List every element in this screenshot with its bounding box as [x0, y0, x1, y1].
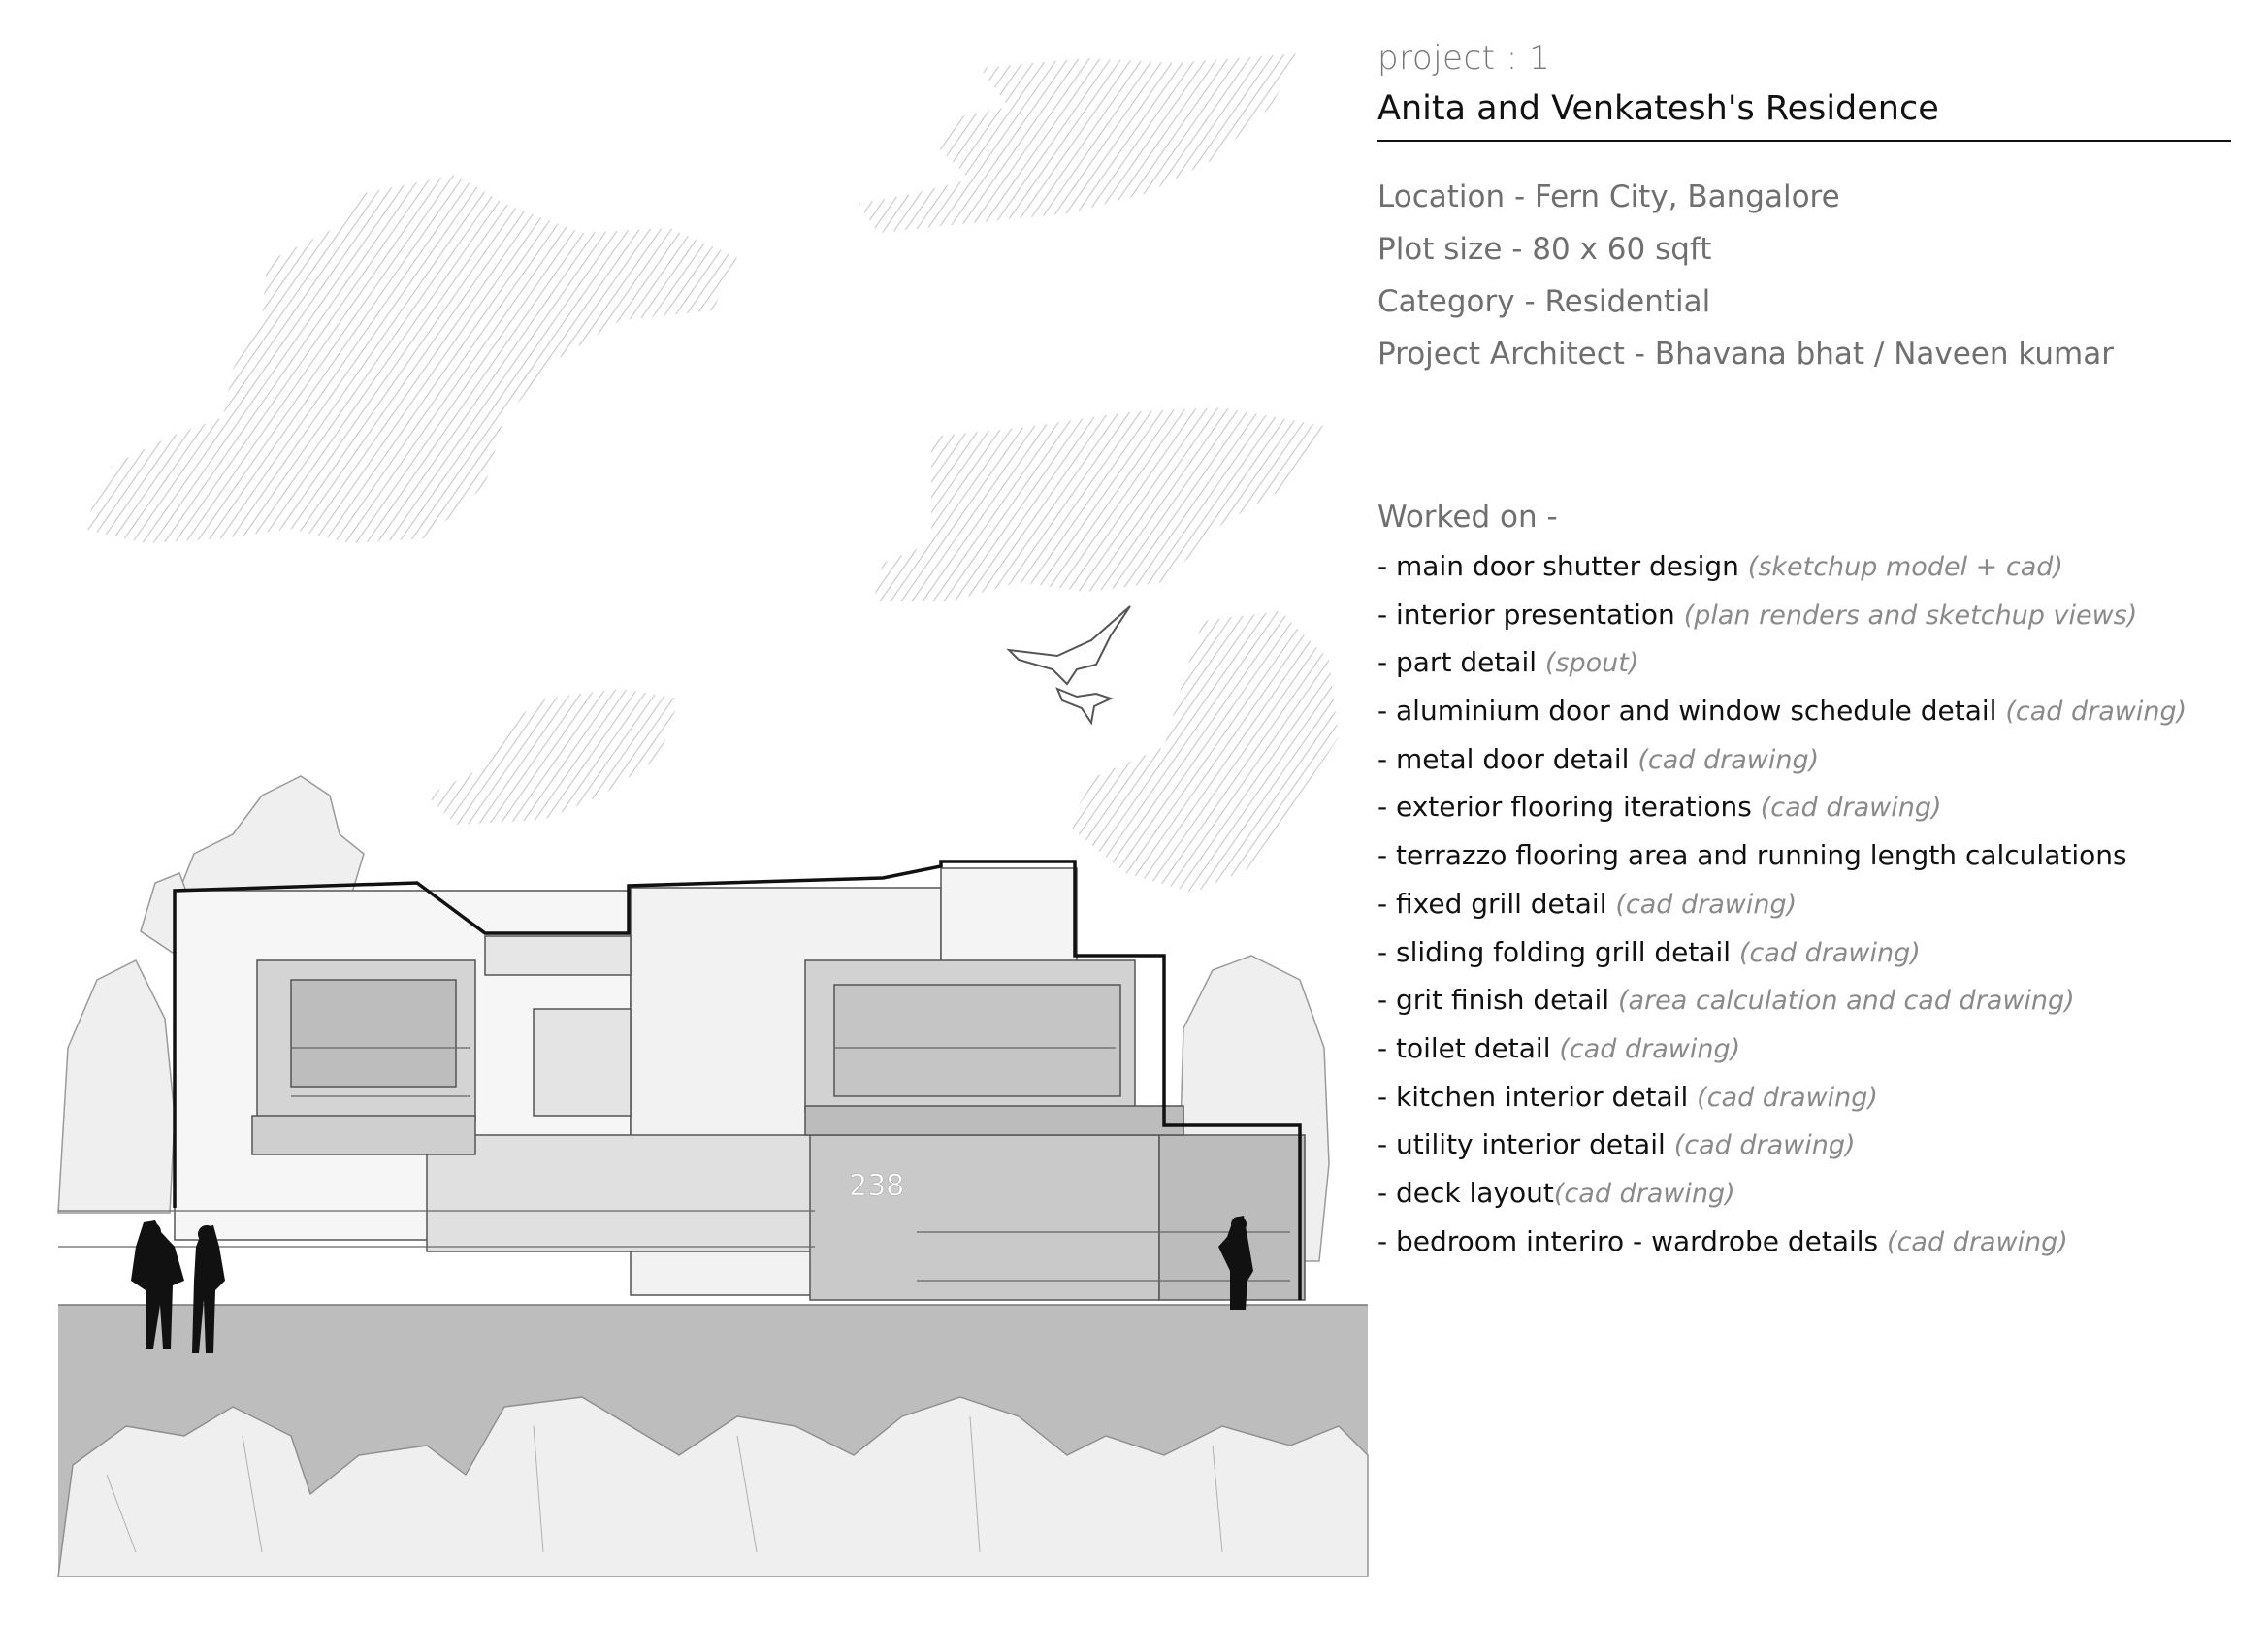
list-item: - terrazzo flooring area and running length calculations	[1377, 839, 2127, 872]
house-number: 238	[849, 1169, 905, 1203]
list-item: - toilet detail (cad drawing)	[1377, 1031, 1741, 1064]
list-item: - bedroom interiro - wardrobe details (cad drawing)	[1377, 1224, 2068, 1257]
detail-category: Category - Residential	[1377, 284, 1711, 319]
house-building	[175, 868, 1305, 1300]
list-item: - aluminium door and window schedule detail (cad drawing)	[1377, 695, 2187, 728]
cloud-hatch-4	[1067, 611, 1339, 893]
worked-on-heading: Worked on -	[1377, 500, 1558, 535]
project-label: project : 1	[1377, 39, 1551, 78]
cloud-hatch-3	[873, 407, 1329, 601]
detail-plot-size: Plot size - 80 x 60 sqft	[1377, 232, 1712, 267]
cloud-hatch-2	[859, 53, 1300, 233]
project-info-panel	[1377, 39, 2231, 1265]
list-item: - grit finish detail (area calculation and cad drawing)	[1377, 984, 2075, 1017]
list-item: - exterior flooring iterations (cad drawing)	[1377, 791, 1942, 824]
list-item: - main door shutter design (sketchup model + cad)	[1377, 550, 2063, 582]
detail-location: Location - Fern City, Bangalore	[1377, 179, 1840, 214]
cloud-hatch-5	[427, 689, 679, 825]
list-item: - part detail (spout)	[1377, 646, 1639, 679]
list-item: - sliding folding grill detail (cad drawing)	[1377, 935, 1921, 968]
list-item: - interior presentation (plan renders and sketchup views)	[1377, 598, 2138, 631]
worked-on-list	[1377, 542, 2231, 1265]
bird-small-icon	[1057, 689, 1111, 723]
list-item: - kitchen interior detail (cad drawing)	[1377, 1080, 1878, 1113]
list-item: - deck layout(cad drawing)	[1377, 1176, 1735, 1209]
bird-large-icon	[1009, 606, 1130, 684]
cloud-hatch-1	[82, 175, 737, 543]
list-item: - fixed grill detail (cad drawing)	[1377, 887, 1798, 920]
project-title: Anita and Venkatesh's Residence	[1377, 89, 2231, 142]
list-item: - utility interior detail (cad drawing)	[1377, 1128, 1856, 1161]
project-details	[1377, 171, 2231, 380]
detail-project-architect: Project Architect - Bhavana bhat / Naveen kumar	[1377, 337, 2114, 372]
list-item: - metal door detail (cad drawing)	[1377, 742, 1820, 775]
